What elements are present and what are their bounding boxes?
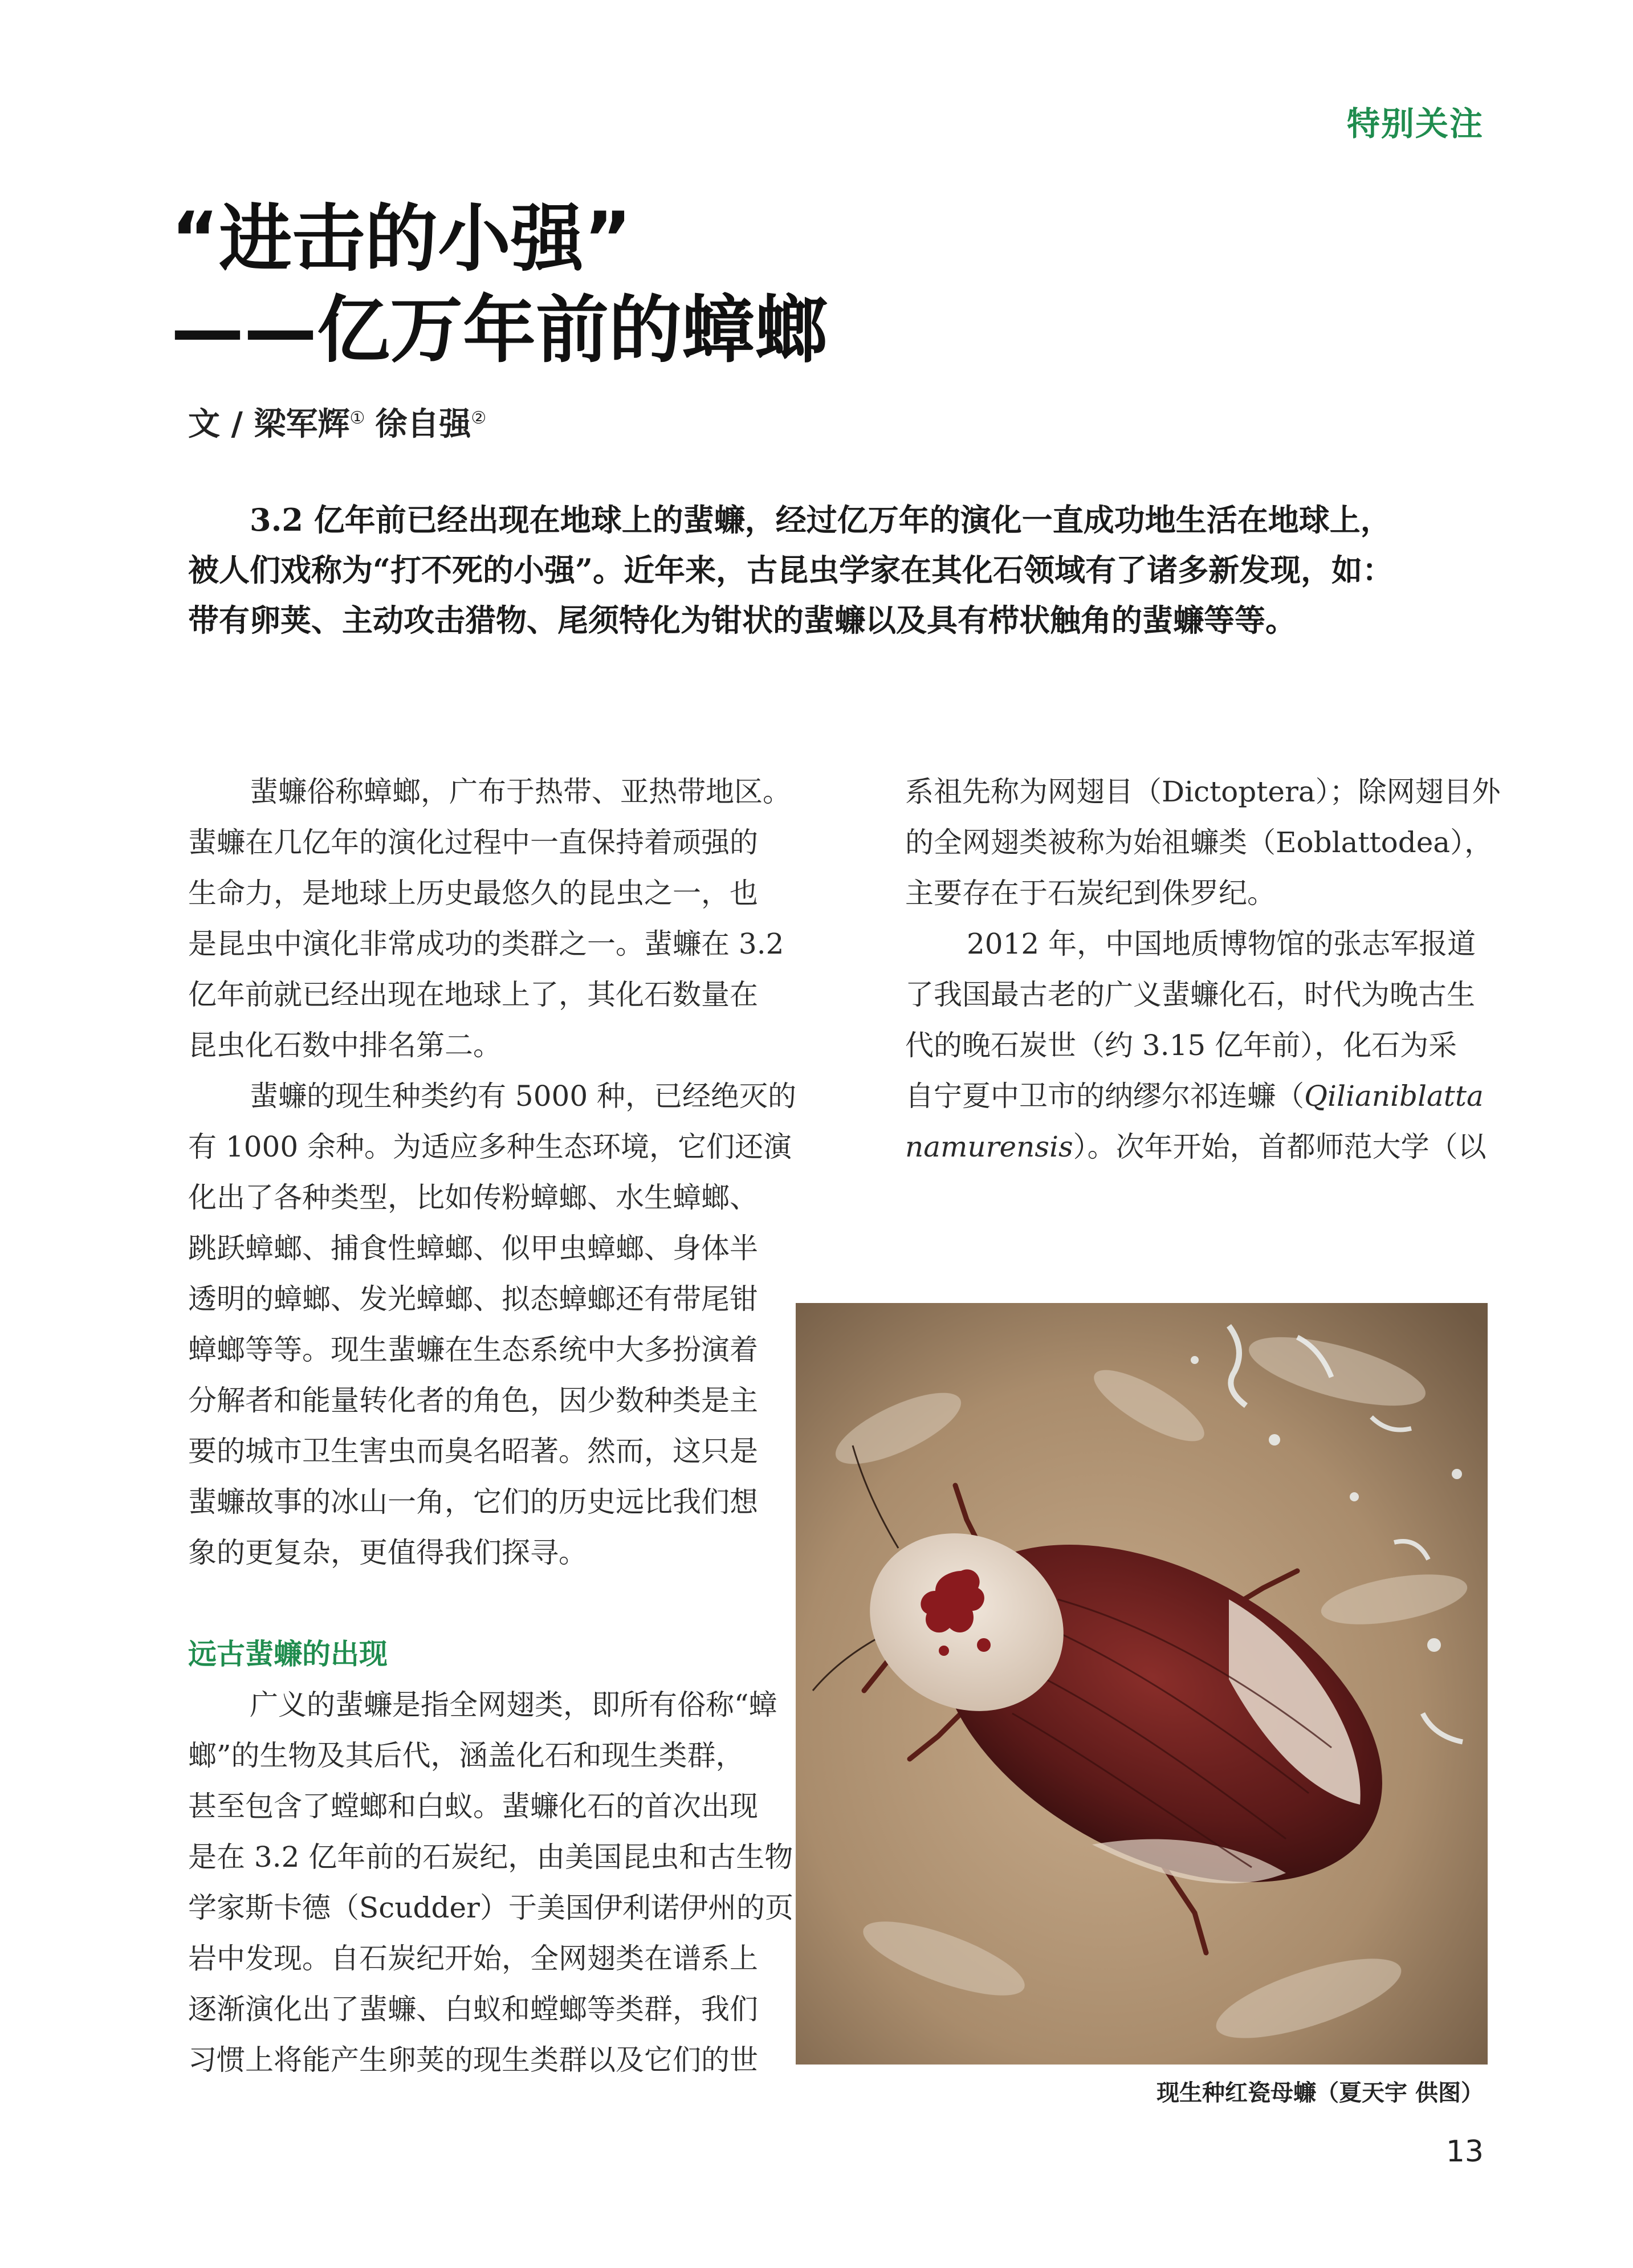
body-line: 有 1000 余种。为适应多种生态环境，它们还演	[188, 1130, 792, 1163]
right-column	[905, 767, 1501, 1172]
species-name-genus: Qilianiblatta	[1304, 1080, 1484, 1113]
byline	[188, 399, 496, 445]
body-line: 2012 年，中国地质博物馆的张志军报道	[967, 927, 1476, 960]
body-line: 蟑螂等等。现生蜚蠊在生态系统中大多扮演着	[188, 1333, 758, 1366]
body-line: 蜚蠊在几亿年的演化过程中一直保持着顽强的	[188, 826, 758, 859]
body-line: 蜚蠊俗称蟑螂，广布于热带、亚热带地区。	[250, 775, 791, 808]
body-line: 的全网翅类被称为始祖蠊类（Eoblattodea），	[905, 826, 1493, 859]
article-title	[171, 194, 828, 376]
figure-caption: 现生种红瓷母蠊（夏天宇 供图）	[1156, 2080, 1484, 2106]
body-line: 蜚蠊故事的冰山一角，它们的历史远比我们想	[188, 1485, 758, 1518]
body-line: 主要存在于石炭纪到侏罗纪。	[905, 877, 1276, 910]
author1-mark: ①	[349, 408, 365, 429]
author2-mark: ②	[471, 408, 487, 429]
body-line: 岩中发现。自石炭纪开始，全网翅类在谱系上	[188, 1942, 758, 1975]
cockroach-photo	[796, 1303, 1488, 2065]
abstract-line: 3.2 亿年前已经出现在地球上的蜚蠊，经过亿万年的演化一直成功地生活在地球上，	[250, 502, 1391, 538]
body-line: 是昆虫中演化非常成功的类群之一。蜚蠊在 3.2	[188, 927, 784, 960]
body-line: 昆虫化石数中排名第二。	[188, 1029, 502, 1062]
byline-author1: 文 / 梁军辉	[188, 405, 350, 443]
body-line: 分解者和能量转化者的角色，因少数种类是主	[188, 1384, 758, 1417]
body-line: 甚至包含了螳螂和白蚁。蜚蠊化石的首次出现	[188, 1790, 758, 1823]
body-line: 逐渐演化出了蜚蠊、白蚁和螳螂等类群，我们	[188, 1993, 758, 2026]
body-line: 化出了各种类型，比如传粉蟑螂、水生蟑螂、	[188, 1181, 758, 1214]
body-line	[905, 1122, 1487, 1172]
abstract-line: 带有卵荚、主动攻击猎物、尾须特化为钳状的蜚蠊以及具有栉状触角的蜚蠊等等。	[188, 602, 1296, 638]
paragraph-gap	[188, 1578, 769, 1629]
species-name-epithet: namurensis	[905, 1130, 1073, 1163]
body-line: 螂”的生物及其后代，涵盖化石和现生类群，	[188, 1739, 744, 1772]
body-line: 是在 3.2 亿年前的石炭纪，由美国昆虫和古生物	[188, 1841, 793, 1874]
body-text: ）。次年开始，首都师范大学（以	[1073, 1130, 1487, 1163]
section-tag: 特别关注	[1346, 104, 1484, 143]
body-text: 自宁夏中卫市的纳缪尔祁连蠊（	[905, 1080, 1304, 1113]
abstract	[188, 495, 1442, 645]
body-line: 蜚蠊的现生种类约有 5000 种，已经绝灭的	[250, 1080, 797, 1113]
section-subheading: 远古蜚蠊的出现	[188, 1638, 388, 1671]
cockroach-photo-icon	[796, 1303, 1488, 2065]
body-line: 广义的蜚蠊是指全网翅类，即所有俗称“蟑	[250, 1688, 777, 1721]
body-line: 跳跃蟑螂、捕食性蟑螂、似甲虫蟑螂、身体半	[188, 1232, 758, 1265]
body-line: 生命力，是地球上历史最悠久的昆虫之一，也	[188, 877, 758, 910]
title-line-1: “进击的小强”	[171, 197, 632, 282]
body-line: 要的城市卫生害虫而臭名昭著。然而，这只是	[188, 1435, 758, 1468]
body-line: 透明的蟑螂、发光蟑螂、拟态蟑螂还有带尾钳	[188, 1282, 758, 1316]
byline-author2: 徐自强	[375, 405, 471, 443]
body-line: 系祖先称为网翅目（Dictoptera）；除网翅目外	[905, 775, 1501, 808]
left-column	[188, 767, 797, 2086]
title-line-2: ——亿万年前的蟑螂	[171, 288, 828, 373]
body-line: 学家斯卡德（Scudder）于美国伊利诺伊州的页	[188, 1891, 793, 1924]
body-line: 了我国最古老的广义蜚蠊化石，时代为晚古生	[905, 978, 1475, 1011]
abstract-line: 被人们戏称为“打不死的小强”。近年来，古昆虫学家在其化石领域有了诸多新发现，如：	[188, 552, 1394, 588]
body-line	[905, 1071, 1487, 1122]
body-line: 亿年前就已经出现在地球上了，其化石数量在	[188, 978, 758, 1011]
page-number: 13	[1445, 2135, 1484, 2169]
body-line: 象的更复杂，更值得我们探寻。	[188, 1536, 587, 1569]
body-line: 习惯上将能产生卵荚的现生类群以及它们的世	[188, 2043, 758, 2076]
body-line: 代的晚石炭世（约 3.15 亿年前），化石为采	[905, 1029, 1457, 1062]
